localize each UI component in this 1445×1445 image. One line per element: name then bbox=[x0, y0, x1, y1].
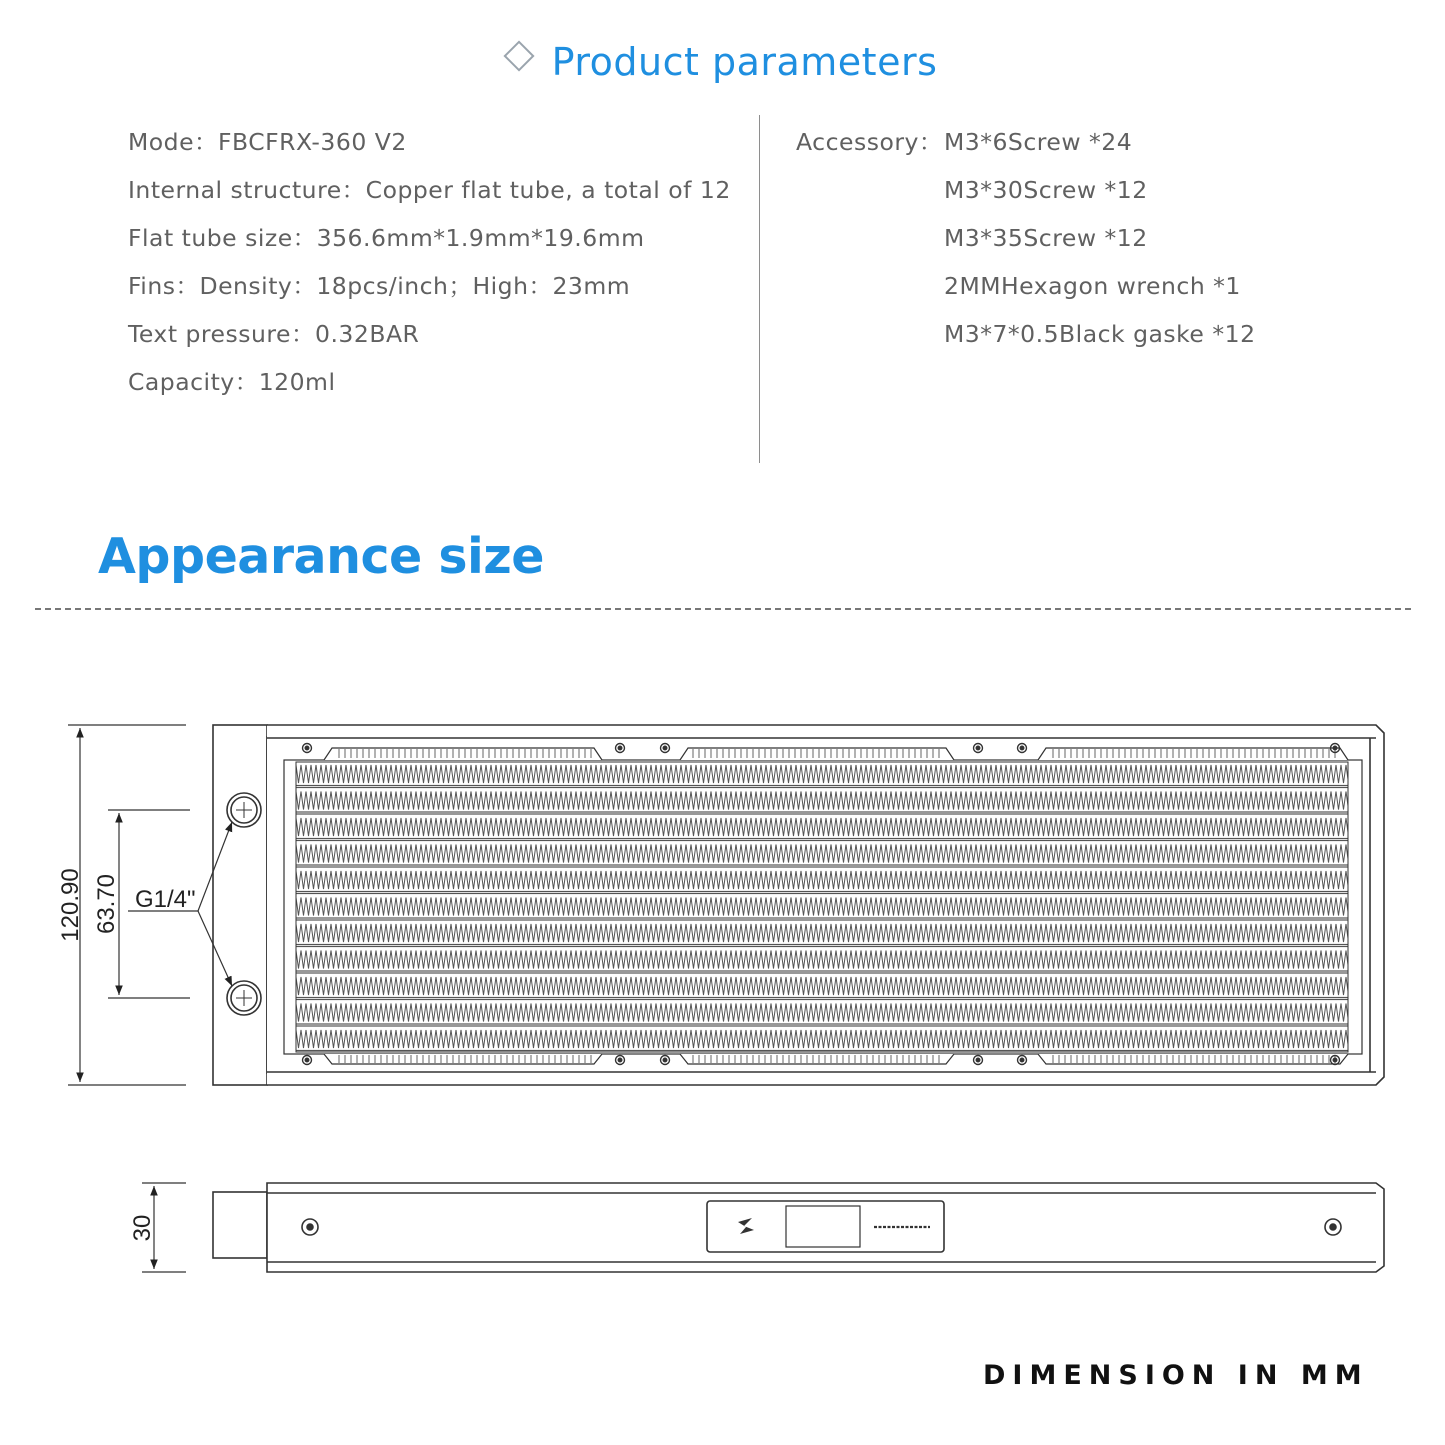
param-mode: Mode：FBCFRX-360 V2 bbox=[128, 128, 407, 156]
param-fins: Fins：Density：18pcs/inch；High：23mm bbox=[128, 272, 631, 300]
accessory-value: M3*35Screw *12 bbox=[944, 224, 1148, 252]
accessory-value: 2MMHexagon wrench *1 bbox=[944, 272, 1241, 300]
front-view bbox=[213, 725, 1384, 1085]
param-internal-structure: Internal structure：Copper flat tube, a total of 12 bbox=[128, 176, 731, 204]
accessory-value: M3*30Screw *12 bbox=[944, 176, 1148, 204]
param-test-pressure: Text pressure：0.32BAR bbox=[128, 320, 420, 348]
fin-core bbox=[296, 762, 1348, 1052]
appearance-size-title: Appearance size bbox=[98, 528, 545, 585]
dim-thickness-label: 30 bbox=[129, 1214, 156, 1242]
display-window bbox=[786, 1206, 860, 1247]
dim-port-spacing-label: 63.70 bbox=[93, 873, 120, 935]
product-parameters-title: Product parameters bbox=[551, 40, 938, 84]
port-thread-label: G1/4" bbox=[135, 886, 196, 913]
end-tank bbox=[213, 725, 267, 1085]
side-view bbox=[213, 1183, 1384, 1272]
param-flat-tube-size: Flat tube size：356.6mm*1.9mm*19.6mm bbox=[128, 224, 645, 252]
dimension-unit-note: DIMENSION IN MM bbox=[983, 1360, 1369, 1391]
param-capacity: Capacity：120ml bbox=[128, 368, 336, 396]
dim-height-label: 120.90 bbox=[57, 868, 84, 942]
accessory-value: M3*7*0.5Black gaske *12 bbox=[944, 320, 1256, 348]
accessory-value: M3*6Screw *24 bbox=[944, 128, 1133, 156]
accessory-label: Accessory： bbox=[796, 128, 943, 156]
